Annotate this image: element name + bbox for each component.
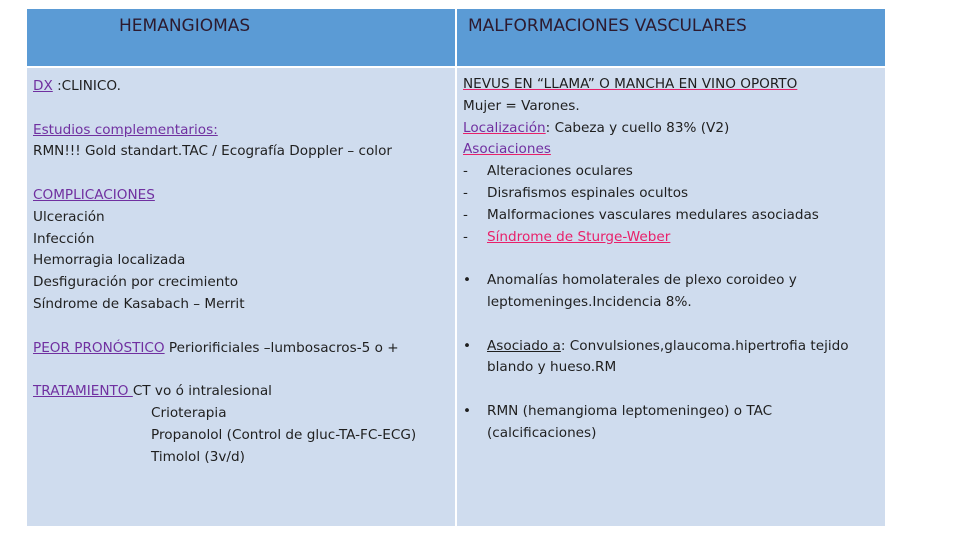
- complicaciones-item: Hemorragia localizada: [33, 252, 186, 269]
- complicaciones-label: COMPLICACIONES: [33, 186, 155, 203]
- bullet-anomalias: • Anomalías homolaterales de plexo coroideo y leptomeninges.Incidencia 8%.: [463, 272, 797, 310]
- header-malformaciones: MALFORMACIONES VASCULARES: [457, 9, 885, 66]
- peor-pronostico-line: [33, 338, 455, 360]
- localizacion-label: Localización: [463, 119, 546, 136]
- bullet-asociado: • Asociado a: Convulsiones,glaucoma.hipertrofia tejido blando y hueso.RM: [463, 337, 849, 376]
- header-hemangiomas: HEMANGIOMAS: [27, 9, 455, 66]
- dash-marker: -: [463, 184, 468, 201]
- tratamiento-first: CT vo ó intralesional: [132, 383, 272, 400]
- dx-label: DX: [33, 78, 53, 94]
- tratamiento-label: TRATAMIENTO: [33, 383, 133, 400]
- mujer-line: Mujer = Varones.: [463, 97, 580, 114]
- bullet-marker: •: [463, 272, 472, 289]
- hemangiomas-column: [27, 68, 455, 526]
- bullet-marker: •: [463, 337, 472, 354]
- asociaciones-label: Asociaciones: [463, 141, 551, 158]
- complicaciones-item: Desfiguración por crecimiento: [33, 274, 239, 291]
- comparison-table: [27, 9, 885, 526]
- complicaciones-item: Síndrome de Kasabach – Merrit: [33, 295, 245, 312]
- dash-marker: -: [463, 163, 468, 180]
- dash-marker: -: [463, 206, 468, 223]
- dash-marker: -: [463, 228, 468, 245]
- tratamiento-line: [33, 381, 455, 403]
- asociaciones-item: - Alteraciones oculares: [463, 161, 885, 183]
- localizacion-line: [463, 118, 885, 140]
- asociaciones-item: - Disrafismos espinales ocultos: [463, 183, 885, 205]
- sturge-weber-item: [463, 227, 885, 249]
- complicaciones-item: Ulceración: [33, 208, 105, 225]
- dx-text: :CLINICO.: [52, 78, 121, 94]
- asociado-label: Asociado a: [487, 337, 561, 354]
- tratamiento-item: Crioterapia: [151, 404, 227, 421]
- tratamiento-item: Propanolol (Control de gluc-TA-FC-ECG): [151, 426, 417, 443]
- peor-label: PEOR PRONÓSTICO: [33, 339, 165, 356]
- peor-text: Periorificiales –lumbosacros-5 o +: [164, 339, 399, 356]
- asociaciones-item: - Malformaciones vasculares medulares asociadas: [463, 205, 885, 227]
- localizacion-text: : Cabeza y cuello 83% (V2): [545, 119, 730, 136]
- estudios-label: Estudios complementarios:: [33, 121, 218, 138]
- nevus-title: NEVUS EN “LLAMA” O MANCHA EN VINO OPORTO: [463, 76, 798, 92]
- dx-line: [33, 76, 455, 98]
- bullet-marker: •: [463, 402, 472, 419]
- estudios-text: RMN!!! Gold standart.TAC / Ecografía Doppler – color: [33, 143, 392, 160]
- bullet-rmn: • RMN (hemangioma leptomeningeo) o TAC (calcificaciones): [463, 402, 773, 441]
- tratamiento-item: Timolol (3v/d): [151, 448, 245, 465]
- complicaciones-item: Infección: [33, 230, 95, 247]
- sturge-weber-link[interactable]: Síndrome de Sturge-Weber: [487, 228, 671, 245]
- malformaciones-column: [457, 68, 885, 526]
